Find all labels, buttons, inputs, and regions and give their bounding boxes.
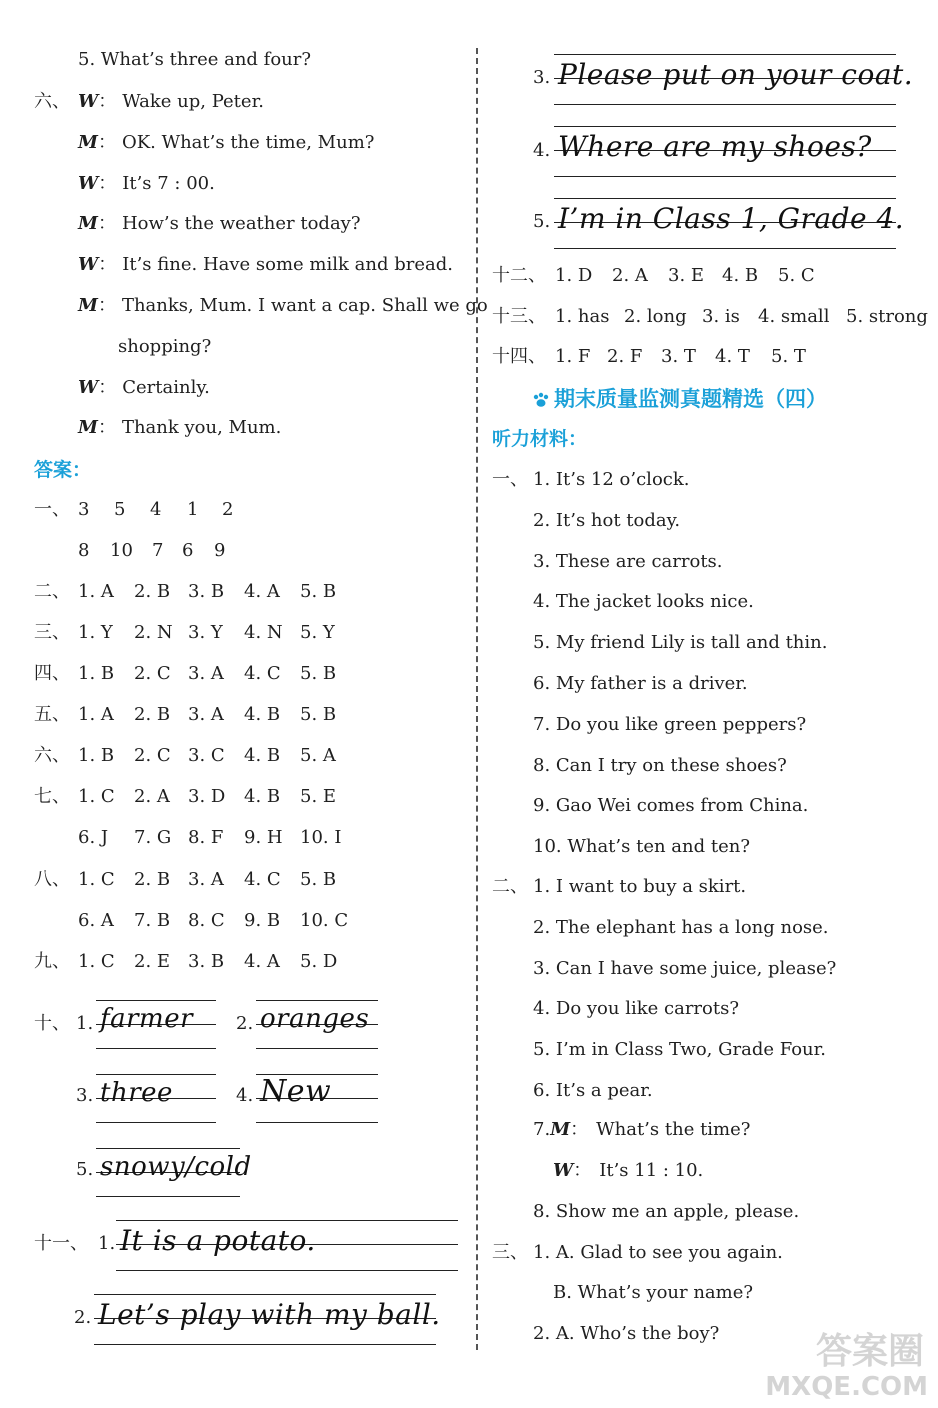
answer-1-item: 3	[78, 499, 90, 520]
colon: ：	[97, 295, 116, 316]
sec11-sentence-5: I’m in Class 1, Grade 4.	[558, 202, 905, 235]
dialogue-text: It’s fine. Have some milk and bread.	[122, 254, 453, 275]
listening-item: 6. It’s a pear.	[533, 1080, 653, 1101]
answer-item: 2. F	[607, 346, 643, 367]
colon: ：	[98, 173, 117, 194]
answer-item: 4. B	[244, 704, 281, 725]
answer-item: 10. I	[300, 827, 342, 848]
answer-item: 4. B	[722, 265, 759, 286]
speaker-w: W	[553, 1160, 574, 1181]
answer-item: 1. C	[78, 869, 115, 890]
listening-item: 1. It’s 12 o’clock.	[533, 469, 690, 490]
part3-q1b: B. What’s your name?	[553, 1282, 754, 1303]
answer-1-item: 7	[152, 540, 164, 561]
part-2-label: 二、	[492, 876, 528, 897]
sec10-answer-1	[96, 998, 216, 1050]
colon: ：	[98, 377, 117, 398]
sec11-answer-3	[554, 52, 914, 106]
listening-item: 3. These are carrots.	[533, 550, 723, 572]
answer-item: 4. small	[758, 306, 830, 327]
listening-item: 4. Do you like carrots?	[533, 998, 739, 1020]
sec11-sentence-1: It is a potato.	[120, 1224, 316, 1257]
colon: ：	[97, 132, 116, 153]
answer-row-label: 八、	[34, 869, 70, 890]
listening-item: 8. Can I try on these shoes?	[533, 754, 787, 776]
answer-item: 2. N	[134, 622, 173, 643]
answer-item: 2. long	[624, 306, 687, 327]
speaker-m: M	[78, 417, 98, 438]
answer-item: 5. strong	[846, 306, 928, 327]
speaker-m: M	[78, 295, 98, 316]
dialogue-line	[78, 253, 453, 277]
answer-row-label: 五、	[34, 704, 70, 725]
answer-item: 10. C	[300, 910, 349, 931]
speaker-w: W	[78, 377, 99, 398]
colon: ：	[98, 91, 117, 112]
sec11-answer-2	[94, 1292, 441, 1346]
dialogue-text: Thank you, Mum.	[121, 417, 282, 438]
speaker-m: M	[78, 213, 98, 234]
listening-item: 7. Do you like green peppers?	[533, 713, 807, 735]
speaker-w: W	[78, 91, 99, 112]
answer-item: 2. B	[134, 869, 171, 890]
section-10-label: 十、	[34, 1013, 70, 1034]
answer-item: 3. E	[668, 265, 705, 286]
dialogue-text: Thanks, Mum. I want a cap. Shall we go	[121, 295, 488, 316]
answer-item: 3. D	[188, 786, 226, 807]
sec10-word-4: New	[260, 1074, 332, 1109]
sec10-word-2: oranges	[260, 1004, 370, 1034]
answer-row-label: 十四、	[492, 346, 546, 367]
answer-item: 3. is	[702, 306, 740, 327]
answer-item: 2. B	[134, 581, 171, 602]
answer-item: 8. F	[188, 827, 224, 848]
answer-item: 4. T	[715, 346, 750, 367]
answer-item: 9. H	[244, 827, 283, 848]
part3-q2a: 2. A. Who’s the boy?	[533, 1323, 720, 1344]
colon: ：	[97, 417, 116, 438]
sec10-num-1: 1.	[76, 1013, 94, 1034]
speaker-w: W	[78, 254, 99, 275]
part2-q8: 8. Show me an apple, please.	[533, 1201, 800, 1222]
dialogue-text: shopping?	[118, 336, 212, 357]
answer-item: 3. T	[661, 346, 696, 367]
answer-item: 5. B	[300, 581, 337, 602]
sec10-num-4: 4.	[236, 1085, 254, 1106]
answer-1-item: 6	[182, 540, 194, 561]
answer-item: 3. C	[188, 745, 225, 766]
dialogue-line	[78, 90, 264, 114]
part2-q7-m-text: What’s the time?	[596, 1119, 751, 1140]
part-1-label: 一、	[492, 469, 528, 490]
sec11-answer-1	[116, 1218, 458, 1272]
answer-item: 9. B	[244, 910, 281, 931]
listening-item: 1. I want to buy a skirt.	[533, 876, 747, 897]
answer-item: 8. C	[188, 910, 225, 931]
dialogue-line	[78, 416, 281, 440]
answer-item: 5. Y	[300, 622, 335, 643]
section-title	[532, 387, 827, 411]
answer-item: 1. B	[78, 745, 115, 766]
part2-q7-w-text: It’s 11 : 10.	[599, 1160, 704, 1181]
listening-q5: 5. What’s three and four?	[78, 49, 312, 70]
dialogue-text: Certainly.	[122, 377, 210, 398]
answer-item: 5. B	[300, 663, 337, 684]
answer-1-item: 8	[78, 540, 90, 561]
answer-item: 3. Y	[188, 622, 223, 643]
sec10-answer-4	[256, 1072, 378, 1124]
answer-item: 5. B	[300, 704, 337, 725]
answer-item: 7. B	[134, 910, 171, 931]
sec10-answer-5	[96, 1146, 252, 1198]
answer-item: 4. A	[244, 581, 280, 602]
section-11-label: 十一、	[34, 1233, 88, 1254]
answer-item: 1. A	[78, 704, 114, 725]
part3-q1a: 1. A. Glad to see you again.	[533, 1242, 783, 1263]
colon: ：	[97, 213, 116, 234]
answer-1-item: 1	[187, 499, 199, 520]
answer-item: 6. A	[78, 910, 114, 931]
answer-item: 4. C	[244, 869, 281, 890]
answer-item: 3. A	[188, 869, 224, 890]
answer-item: 3. A	[188, 704, 224, 725]
answer-1-item: 4	[150, 499, 162, 520]
answer-item: 3. A	[188, 663, 224, 684]
answer-item: 1. C	[78, 786, 115, 807]
answer-item: 4. B	[244, 745, 281, 766]
answer-1-label: 一、	[34, 499, 70, 520]
answer-item: 1. A	[78, 581, 114, 602]
answer-item: 7. G	[134, 827, 172, 848]
sec11-sentence-4: Where are my shoes?	[558, 130, 872, 163]
answer-row-label: 七、	[34, 786, 70, 807]
listening-item: 2. The elephant has a long nose.	[533, 916, 829, 938]
answer-item: 1. has	[555, 306, 610, 327]
answer-row-label: 十三、	[492, 306, 546, 327]
answer-item: 1. B	[78, 663, 115, 684]
sec10-word-1: farmer	[100, 1004, 194, 1034]
dialogue-line	[78, 131, 374, 155]
answer-item: 5. A	[300, 745, 336, 766]
listening-item: 5. I’m in Class Two, Grade Four.	[533, 1039, 826, 1061]
listening-item: 5. My friend Lily is tall and thin.	[533, 632, 828, 654]
answer-item: 2. C	[134, 745, 171, 766]
speaker-m: M	[78, 132, 98, 153]
speaker-w: W	[78, 173, 99, 194]
answer-item: 6. J	[78, 827, 109, 848]
listening-item: 10. What’s ten and ten?	[533, 836, 750, 858]
sec11-answer-5	[554, 196, 905, 250]
sec11-sentence-2: Let’s play with my ball.	[98, 1298, 441, 1331]
sec10-answer-2	[256, 998, 378, 1050]
answer-item: 1. Y	[78, 622, 113, 643]
listening-item: 2. It’s hot today.	[533, 509, 681, 531]
dialogue-line	[78, 376, 210, 400]
answer-item: 1. D	[555, 265, 593, 286]
answer-row-label: 六、	[34, 745, 70, 766]
dialogue-text: It’s 7 : 00.	[122, 173, 215, 194]
answer-item: 1. C	[78, 951, 115, 972]
answer-item: 5. T	[771, 346, 806, 367]
answer-item: 4. N	[244, 622, 283, 643]
section-6-label: 六、	[34, 91, 70, 112]
answers-title: 答案：	[34, 459, 92, 481]
answer-row-label: 十二、	[492, 265, 546, 286]
answer-row-label: 九、	[34, 951, 70, 972]
dialogue-text: OK. What’s the time, Mum?	[121, 132, 375, 153]
sec11-num-3: 3.	[533, 67, 551, 88]
answer-1-item: 2	[222, 499, 234, 520]
dialogue-text: How’s the weather today?	[121, 213, 361, 234]
answer-1-item: 5	[114, 499, 126, 520]
sec10-num-5: 5.	[76, 1159, 94, 1180]
answer-item: 1. F	[555, 346, 591, 367]
answer-item: 5. B	[300, 869, 337, 890]
answer-item: 2. A	[134, 786, 170, 807]
section-title-text: 期末质量监测真题精选（四）	[554, 387, 827, 411]
listening-item: 6. My father is a driver.	[533, 673, 748, 694]
sec11-sentence-3: Please put on your coat.	[558, 58, 914, 91]
answer-1-item: 10	[110, 540, 133, 561]
answer-item: 5. E	[300, 786, 337, 807]
sec10-word-5: snowy/cold	[100, 1152, 252, 1182]
dialogue-line	[78, 212, 361, 236]
answer-item: 2. B	[134, 704, 171, 725]
dialogue-line	[78, 172, 215, 196]
sec11-num-2: 2.	[74, 1307, 92, 1328]
watermark-top: 答案圈	[815, 1331, 924, 1372]
answer-item: 5. C	[778, 265, 815, 286]
answer-row-label: 三、	[34, 622, 70, 643]
watermark-bottom: MXQE.COM	[765, 1372, 928, 1402]
sec10-word-3: three	[100, 1078, 173, 1108]
answer-1-item: 9	[214, 540, 226, 561]
dialogue-line	[78, 294, 488, 318]
answer-item: 4. B	[244, 786, 281, 807]
sec10-answer-3	[96, 1072, 216, 1124]
colon: ：	[98, 254, 117, 275]
column-divider	[476, 48, 478, 1350]
sec10-num-2: 2.	[236, 1013, 254, 1034]
part-3-label: 三、	[492, 1242, 528, 1263]
sec11-answer-4	[554, 124, 896, 178]
listening-item: 4. The jacket looks nice.	[533, 591, 754, 613]
answer-item: 4. A	[244, 951, 280, 972]
sec11-num-1: 1.	[98, 1233, 116, 1254]
answer-item: 4. C	[244, 663, 281, 684]
listening-item: 3. Can I have some juice, please?	[533, 957, 837, 979]
answer-item: 2. E	[134, 951, 171, 972]
listening-item: 9. Gao Wei comes from China.	[533, 795, 809, 817]
part2-q7-m: 7.M： What’s the time?	[533, 1119, 751, 1140]
listening-title: 听力材料：	[492, 428, 588, 450]
sec10-num-3: 3.	[76, 1085, 94, 1106]
answer-item: 3. B	[188, 951, 225, 972]
answer-item: 2. C	[134, 663, 171, 684]
dialogue-text: Wake up, Peter.	[122, 91, 264, 112]
answer-row-label: 二、	[34, 581, 70, 602]
part2-q7-num: 7.	[533, 1119, 551, 1140]
dialogue-line	[78, 335, 211, 359]
part2-q7-w: W： It’s 11 : 10.	[553, 1160, 704, 1181]
paw-icon	[532, 392, 550, 408]
sec11-num-5: 5.	[533, 211, 551, 232]
answer-item: 5. D	[300, 951, 338, 972]
answer-item: 2. A	[612, 265, 648, 286]
sec11-num-4: 4.	[533, 140, 551, 161]
answer-row-label: 四、	[34, 663, 70, 684]
answer-item: 3. B	[188, 581, 225, 602]
speaker-m: M	[550, 1119, 571, 1140]
